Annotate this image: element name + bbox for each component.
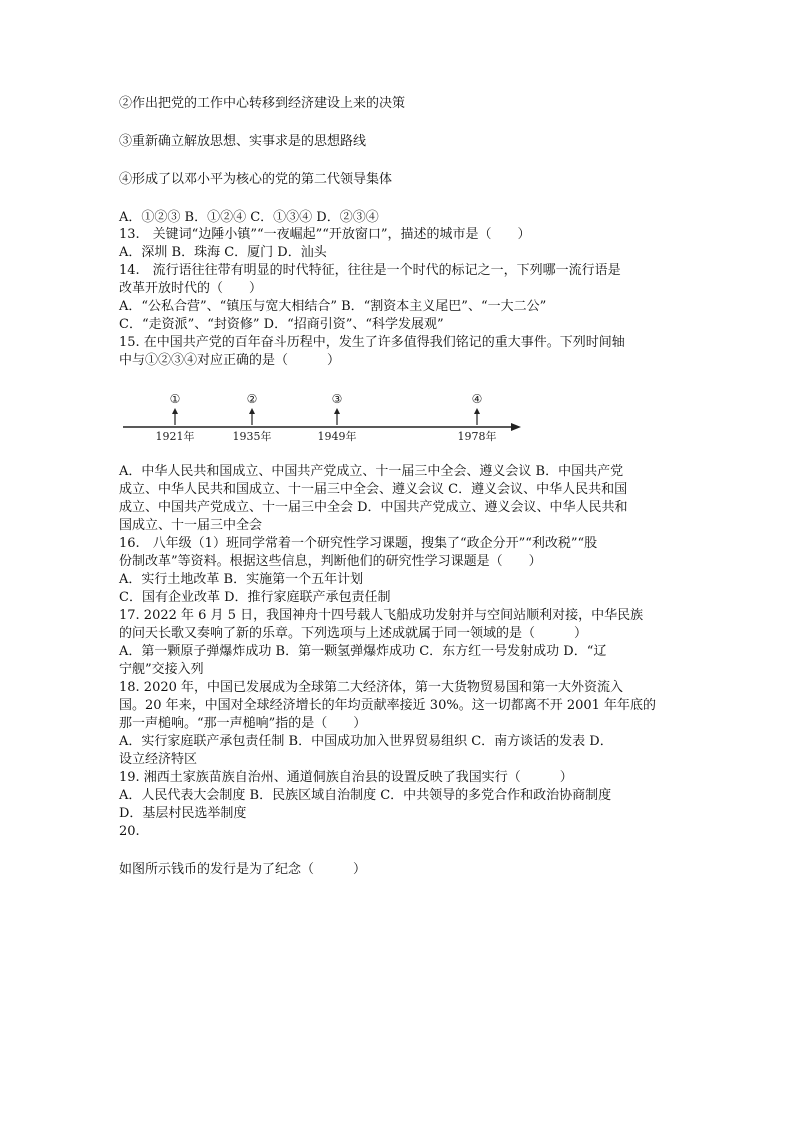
- timeline-marker-2: ②: [246, 392, 258, 406]
- q19-options-1: A．人民代表大会制度 B．民族区域自治制度 C．中共领导的多党合作和政治协商制度: [119, 788, 612, 803]
- q14-options-ab: A．“公私合营”、“镇压与宽大相结合” B．“割资本主义尾巴”、“一大二公”: [119, 299, 547, 314]
- statement-2: ②作出把党的工作中心转移到经济建设上来的决策: [119, 96, 406, 111]
- q12-options: A．①②③ B．①②④ C．①③④ D．②③④: [119, 210, 379, 225]
- q18-stem-1: 18. 2020 年，中国已发展成为全球第二大经济体，第一大货物贸易国和第一大外资流入: [119, 680, 624, 695]
- q14-stem-1: 14. 流行语往往带有明显的时代特征，往往是一个时代的标记之一，下列哪一流行语是: [119, 263, 621, 278]
- q19-stem: 19. 湘西土家族苗族自治州、通道侗族自治县的设置反映了我国实行（ ）: [119, 770, 573, 785]
- timeline-arrowhead: [511, 423, 521, 431]
- q14-stem-2: 改革开放时代的（ ）: [119, 281, 263, 296]
- q15-stem-1: 15. 在中国共产党的百年奋斗历程中，发生了许多值得我们铭记的重大事件。下列时间轴: [119, 335, 625, 350]
- q17-options-1: A．第一颗原子弹爆炸成功 B．第一颗氢弹爆炸成功 C．东方红一号发射成功 D．“辽: [119, 644, 607, 659]
- q19-options-2: D．基层村民选举制度: [119, 806, 247, 821]
- q17-stem-2: 的问天长歌又奏响了新的乐章。下列选项与上述成就属于同一领域的是（ ）: [119, 626, 588, 641]
- timeline-arrow-2: [249, 408, 255, 414]
- timeline-year-3: 1949年: [317, 430, 357, 443]
- q17-options-2: 宁舰”交接入列: [119, 662, 204, 677]
- q15-stem-2: 中与①②③④对应正确的是（ ）: [119, 353, 341, 368]
- q14-options-cd: C．“走资派”、“封资修” D．“招商引资”、“科学发展观”: [119, 317, 444, 332]
- q15-options-4: 国成立、十一届三中全会: [119, 518, 263, 533]
- q15-options-1: A．中华人民共和国成立、中国共产党成立、十一届三中全会、遵义会议 B．中国共产党: [119, 464, 624, 479]
- q16-stem-2: 份制改革”等资料。根据这些信息，判断他们的研究性学习课题是（ ）: [119, 554, 542, 569]
- q18-options-1: A．实行家庭联产承包责任制 B．中国成功加入世界贸易组织 C．南方谈话的发表 D．: [119, 734, 613, 749]
- q15-options-3: 成立、中国共产党成立、十一届三中全会 D．中国共产党成立、遵义会议、中华人民共和: [119, 500, 628, 515]
- q18-stem-2: 国。20 年来，中国对全球经济增长的年均贡献率接近 30%。这一切都离不开 2001 年年底的: [119, 698, 657, 713]
- timeline-marker-1: ①: [169, 392, 181, 406]
- q18-stem-3: 那一声槌响。“那一声槌响”指的是（ ）: [119, 716, 367, 731]
- q20-stem: 如图所示钱币的发行是为了纪念（ ）: [119, 862, 367, 877]
- q16-options-ab: A．实行土地改革 B．实施第一个五年计划: [119, 572, 364, 587]
- timeline-arrow-1: [172, 408, 178, 414]
- q16-stem-1: 16. 八年级（1）班同学常着一个研究性学习课题，搜集了“政企分开”“利改税”“股: [119, 536, 598, 551]
- timeline-marker-3: ③: [331, 392, 343, 406]
- timeline-year-2: 1935年: [232, 430, 272, 443]
- q15-options-2: 成立、中华人民共和国成立、十一届三中全会、遵义会议 C．遵义会议、中华人民共和国: [119, 482, 628, 497]
- q13-stem: 13. 关键词“边陲小镇”“一夜崛起”“开放窗口”，描述的城市是（ ）: [119, 227, 531, 242]
- timeline-arrow-3: [334, 408, 340, 414]
- statement-4: ④形成了以邓小平为核心的党的第二代领导集体: [119, 172, 393, 187]
- q17-stem-1: 17. 2022 年 6 月 5 日，我国神舟十四号载人飞船成功发射并与空间站顺利对接，中华民族: [119, 608, 644, 623]
- statement-3: ③重新确立解放思想、实事求是的思想路线: [119, 134, 367, 149]
- q18-options-2: 设立经济特区: [119, 752, 198, 767]
- q20-number: 20.: [119, 824, 140, 839]
- timeline-figure: [119, 388, 529, 444]
- timeline-year-4: 1978年: [457, 430, 497, 443]
- timeline-marker-4: ④: [471, 392, 483, 406]
- q16-options-cd: C．国有企业改革 D．推行家庭联产承包责任制: [119, 590, 391, 605]
- timeline-arrow-4: [474, 408, 480, 414]
- timeline-year-1: 1921年: [155, 430, 195, 443]
- q13-options: A．深圳 B．珠海 C．厦门 D．汕头: [119, 245, 327, 260]
